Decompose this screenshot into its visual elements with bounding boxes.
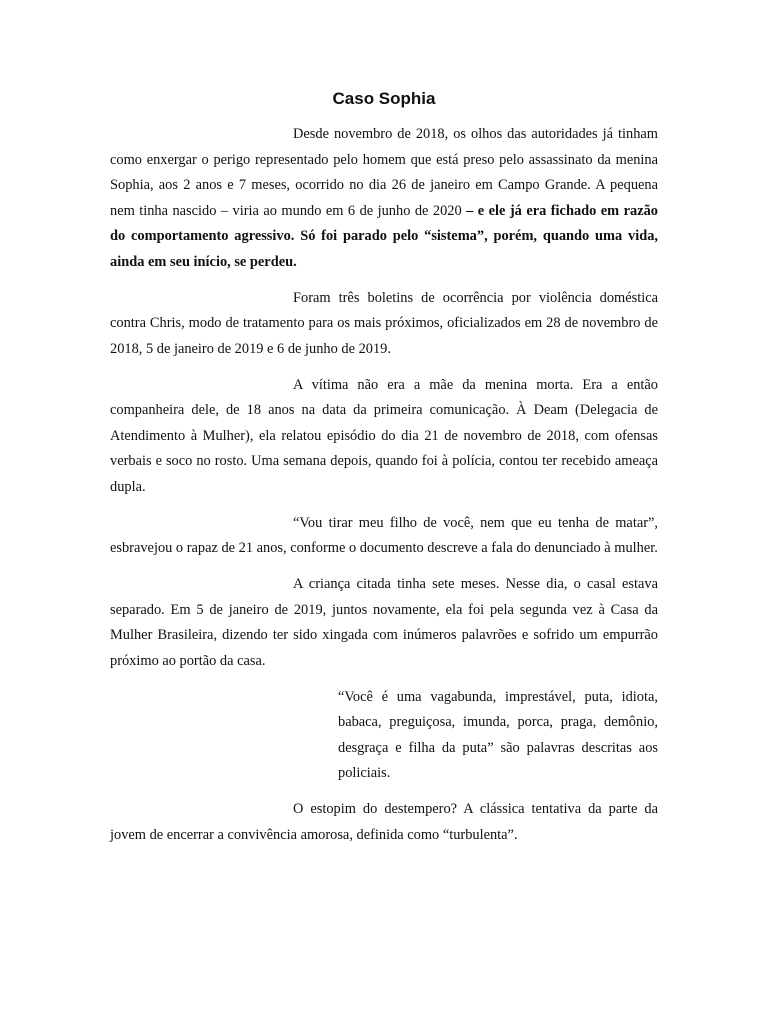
paragraph-6: O estopim do destempero? A clássica tentativa da parte da jovem de encerrar a convivência amorosa, definida como “turbulenta”. [110, 801, 658, 843]
paragraph-5: A criança citada tinha sete meses. Nesse dia, o casal estava separado. Em 5 de janeiro de 2019, juntos novamente, ela foi pela segunda vez à Casa da Mulher Brasileira, dizendo ter sido xingada com inúmeros palavrões e sofrido um empurrão próximo ao portão da casa. [110, 576, 658, 669]
paragraph-1-text: Desde novembro de 2018, os olhos das autoridades já tinham como enxergar o perigo representado pelo homem que está preso pelo assassinato da menina Sophia, aos 2 anos e 7 meses, ocorrido no dia 26 de janeiro em Campo Grande. A pequena nem tinha nascido – viria ao mundo em 6 de junho de 2020 [110, 126, 658, 219]
block-quote: “Você é uma vagabunda, imprestável, puta, idiota, babaca, preguiçosa, imunda, porca, praga, demônio, desgraça e filha da puta” são palavras descritas aos policiais. [338, 688, 658, 781]
document-title: Caso Sophia [332, 89, 436, 108]
document-body [110, 122, 658, 859]
paragraph-2: Foram três boletins de ocorrência por violência doméstica contra Chris, modo de tratamento para os mais próximos, oficializados em 28 de novembro de 2018, 5 de janeiro de 2019 e 6 de junho de 2019. [110, 289, 658, 357]
paragraph-3: A vítima não era a mãe da menina morta. Era a então companheira dele, de 18 anos na data da primeira comunicação. À Deam (Delegacia de Atendimento à Mulher), ela relatou episódio do dia 21 de novembro de 2018, com ofensas verbais e soco no rosto. Uma semana depois, quando foi à polícia, contou ter recebido ameaça dupla. [110, 376, 658, 495]
paragraph-1 [110, 122, 658, 275]
paragraph-1-bold-text: – e ele já era fichado em razão do comportamento agressivo. Só foi parado pelo “sistema”, porém, quando uma vida, ainda em seu início, se perdeu. [110, 202, 658, 270]
paragraph-4: “Vou tirar meu filho de você, nem que eu tenha de matar”, esbravejou o rapaz de 21 anos, conforme o documento descreve a fala do denunciado à mulher. [110, 514, 658, 556]
